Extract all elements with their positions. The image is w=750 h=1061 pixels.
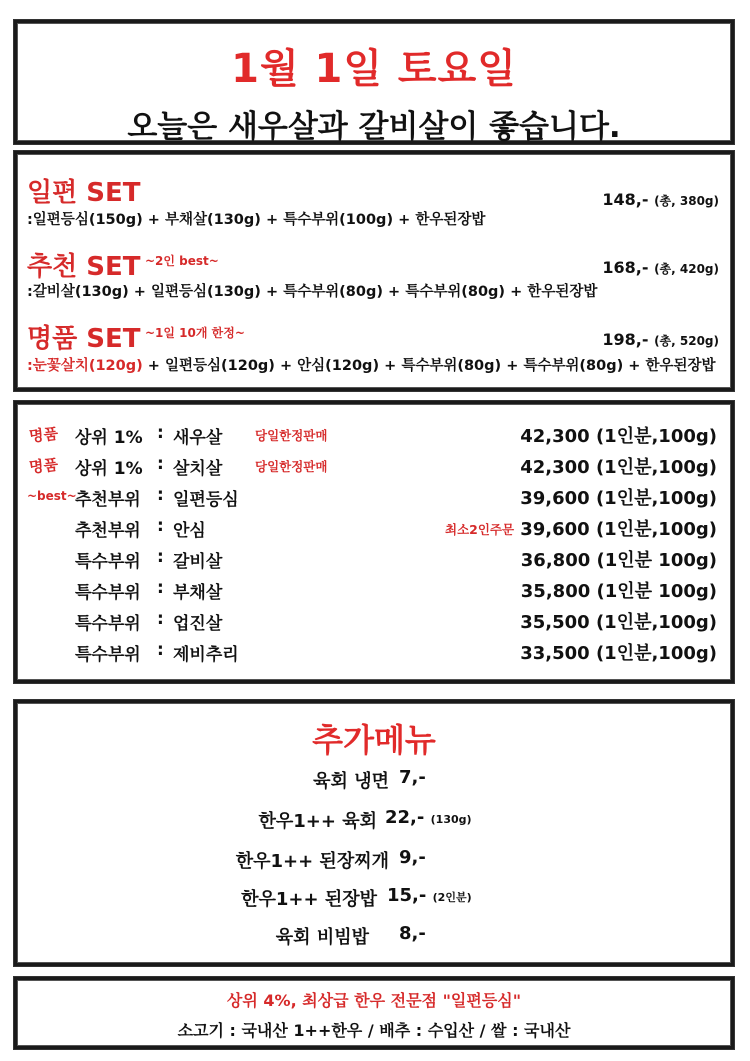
best-badge: ~best~ (27, 489, 77, 503)
premium-badge: 명품 (28, 424, 59, 446)
meat-grade: 상위 1% (75, 459, 143, 479)
meat-name: 부채살 (173, 583, 223, 603)
store-slogan: 상위 4%, 최상급 한우 전문점 "일편등심" (226, 991, 522, 1010)
set-note: ~1일 10개 한정~ (145, 326, 245, 340)
set-description: :갈비살(130g) + 일편등심(130g) + 특수부위(80g) + 특수부위(80g) + 한우된장밥 (27, 284, 598, 300)
meat-row (17, 453, 731, 483)
extra-item-name-wrap (17, 923, 369, 951)
meat-grade: 특수부위 (75, 583, 141, 603)
extra-item-name: 육회 비빔밥 (275, 927, 369, 948)
meat-name: 제비추리 (173, 645, 239, 665)
extra-item-price: 15,- (2인분) (387, 885, 472, 906)
meat-grade: 특수부위 (75, 552, 141, 572)
extra-item-name: 한우1++ 된장찌개 (235, 851, 389, 872)
extra-item-price: 7,- (399, 767, 426, 788)
extra-item-price: 9,- (399, 847, 426, 868)
meat-grade: 상위 1% (75, 428, 143, 448)
set-menu-panel (14, 151, 734, 391)
separator: : (157, 640, 164, 660)
meat-name: 일편등심 (173, 490, 239, 510)
set-name: 명품 SET (27, 324, 141, 354)
extra-item-name-wrap (17, 807, 377, 835)
extra-menu-title: 추가메뉴 (312, 721, 436, 759)
premium-badge: 명품 (28, 455, 59, 477)
extra-item-name: 한우1++ 된장밥 (241, 889, 377, 910)
meat-grade: 특수부위 (75, 614, 141, 634)
separator: : (157, 609, 164, 629)
set-name: 추천 SET (27, 252, 141, 282)
meat-name: 업진살 (173, 614, 223, 634)
set-price: 198,- (총, 520g) (602, 330, 719, 349)
extra-menu-panel (14, 700, 734, 966)
set-item (27, 242, 719, 312)
meat-price-panel (14, 401, 734, 683)
origin-info: 소고기 : 국내산 1++한우 / 배추 : 수입산 / 쌀 : 국내산 (177, 1021, 571, 1040)
extra-item-price-wrap (399, 847, 599, 875)
meat-name: 살치살 (173, 459, 223, 479)
separator: : (157, 423, 164, 443)
meat-row (17, 577, 731, 607)
extra-item-price-wrap (399, 767, 599, 795)
daily-recommendation: 오늘은 새우살과 갈비살이 좋습니다. (127, 109, 621, 145)
meat-row (17, 484, 731, 514)
meat-tag: 당일한정판매 (255, 459, 328, 474)
separator: : (157, 516, 164, 536)
meat-price: 39,600 (1인분,100g) (520, 488, 717, 509)
set-item (27, 168, 719, 238)
set-price: 148,- (총, 380g) (602, 190, 719, 209)
extra-item-name-wrap (17, 847, 389, 875)
footer-panel (14, 977, 734, 1049)
extra-item-name-wrap (17, 767, 389, 795)
meat-grade: 추천부위 (75, 490, 141, 510)
meat-row (17, 639, 731, 669)
meat-tag: 최소2인주문 (445, 522, 515, 537)
meat-name: 새우살 (173, 428, 223, 448)
meat-row (17, 608, 731, 638)
separator: : (157, 578, 164, 598)
meat-price: 35,500 (1인분,100g) (520, 612, 717, 633)
meat-grade: 특수부위 (75, 645, 141, 665)
meat-name: 갈비살 (173, 552, 223, 572)
extra-item-name-wrap (17, 885, 377, 913)
meat-tag: 당일한정판매 (255, 428, 328, 443)
extra-item-price-wrap (399, 923, 599, 951)
meat-row (17, 546, 731, 576)
separator: : (157, 547, 164, 567)
meat-price: 33,500 (1인분,100g) (520, 643, 717, 664)
meat-row (17, 515, 731, 545)
extra-item-name: 육회 냉면 (313, 771, 389, 792)
set-description: :일편등심(150g) + 부채살(130g) + 특수부위(100g) + 한우된장밥 (27, 212, 486, 228)
set-item (27, 314, 719, 384)
header-panel (14, 20, 734, 144)
separator: : (157, 454, 164, 474)
extra-item-price-wrap (385, 807, 585, 835)
menu-date: 1월 1일 토요일 (231, 46, 517, 92)
meat-price: 42,300 (1인분,100g) (520, 426, 717, 447)
set-note: ~2인 best~ (145, 254, 219, 268)
meat-grade: 추천부위 (75, 521, 141, 541)
extra-item-price: 22,- (130g) (385, 807, 472, 828)
extra-item-price-wrap (387, 885, 587, 913)
separator: : (157, 485, 164, 505)
meat-price: 36,800 (1인분 100g) (520, 550, 717, 571)
set-name: 일편 SET (27, 178, 141, 208)
meat-row (17, 422, 731, 452)
set-price: 168,- (총, 420g) (602, 258, 719, 277)
meat-price: 35,800 (1인분 100g) (520, 581, 717, 602)
extra-item-price: 8,- (399, 923, 426, 944)
meat-price: 39,600 (1인분,100g) (520, 519, 717, 540)
extra-item-name: 한우1++ 육회 (258, 811, 377, 832)
meat-name: 안심 (173, 521, 206, 541)
meat-price: 42,300 (1인분,100g) (520, 457, 717, 478)
set-description: :눈꽃살치(120g) + 일편등심(120g) + 안심(120g) + 특수부위(80g) + 특수부위(80g) + 한우된장밥 (27, 358, 716, 374)
